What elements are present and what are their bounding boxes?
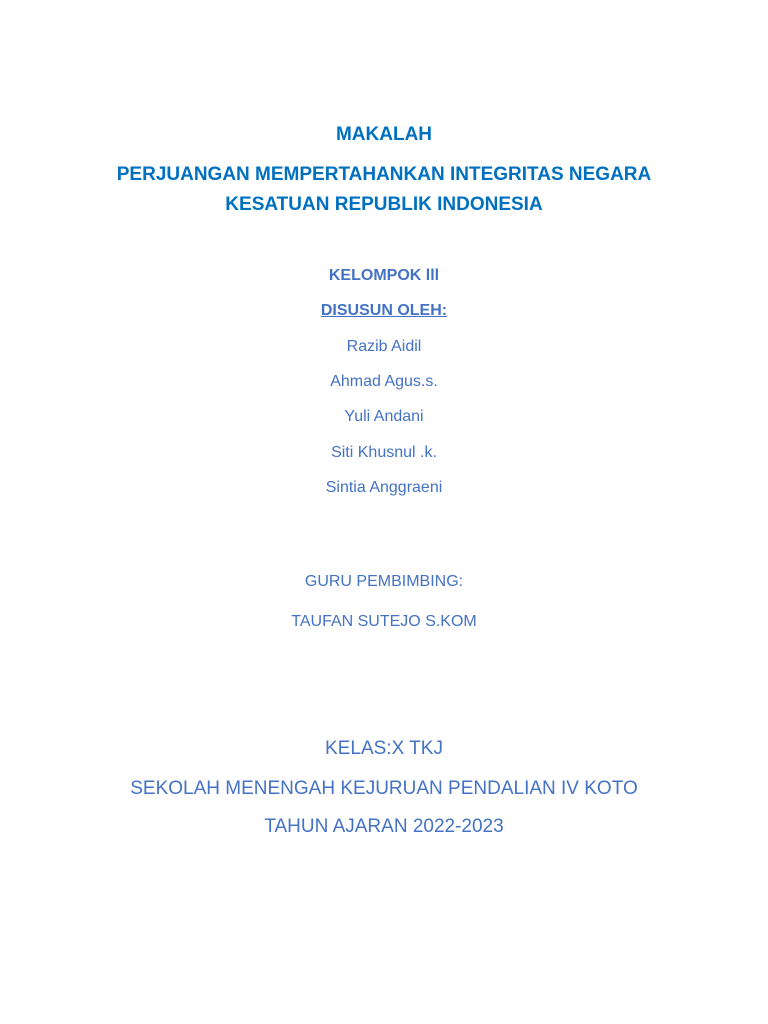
document-title-line-2: KESATUAN REPUBLIK INDONESIA [225,194,543,215]
advisor-label: GURU PEMBIMBING: [304,573,464,590]
document-type-heading: MAKALAH [335,124,433,145]
member-name: Yuli Andani [344,408,424,425]
group-label: KELOMPOK lll [328,267,440,284]
member-name: Siti Khusnul .k. [331,444,437,461]
member-name: Sintia Anggraeni [325,479,443,496]
compiled-by-label: DISUSUN OLEH: [320,302,448,319]
document-title-line-1: PERJUANGAN MEMPERTAHANKAN INTEGRITAS NEGARA [116,164,652,185]
school-name: SEKOLAH MENENGAH KEJURUAN PENDALIAN IV KOTO [130,778,638,799]
member-name: Ahmad Agus.s. [330,373,438,390]
academic-year: TAHUN AJARAN 2022-2023 [264,816,504,837]
member-name: Razib Aidil [346,338,422,355]
advisor-name: TAUFAN SUTEJO S.KOM [291,613,477,630]
class-label: KELAS:X TKJ [325,738,443,759]
